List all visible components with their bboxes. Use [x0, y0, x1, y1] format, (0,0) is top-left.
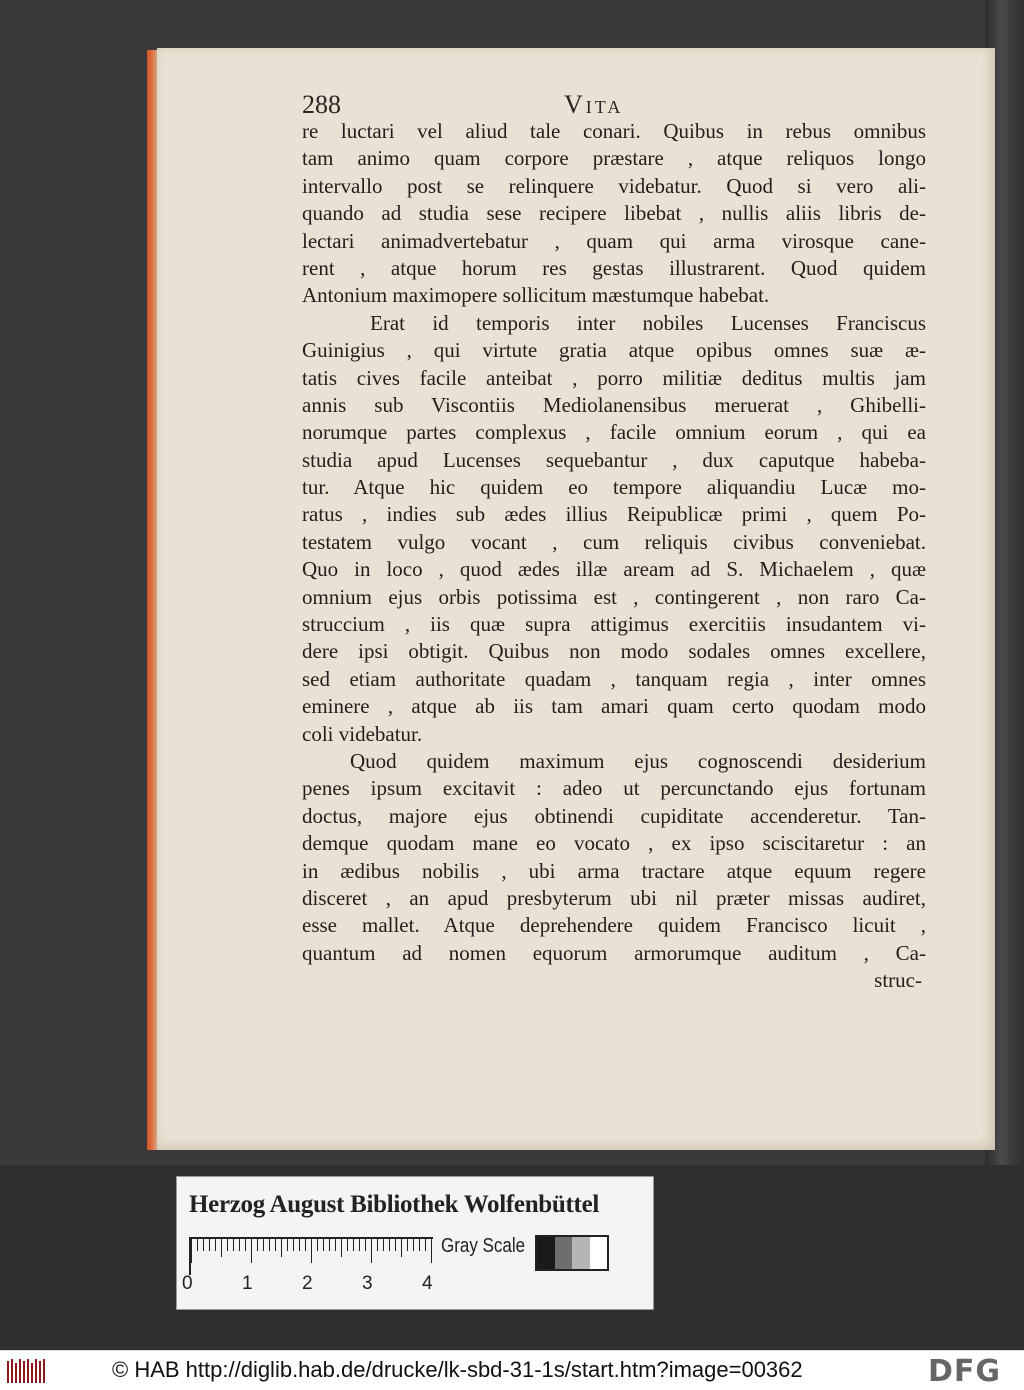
text-line: Erat id temporis inter nobiles Lucenses Franciscus [370, 310, 926, 335]
ruler-tick [215, 1239, 216, 1251]
ruler-tick [335, 1239, 336, 1251]
text-line: re luctari vel aliud tale conari. Quibus in rebus omnibus [302, 119, 926, 143]
ruler-tick [275, 1239, 276, 1251]
ruler-number: 0 [182, 1273, 193, 1294]
text-line: lectari animadvertebatur , quam qui arma virosque cane- [302, 228, 926, 253]
ruler-tick [341, 1239, 342, 1257]
text-line: disceret , an apud presbyterum ubi nil præter missas audiret, [302, 885, 926, 910]
ruler-tick [377, 1239, 378, 1251]
ruler-tick [431, 1239, 432, 1263]
ruler-tick [305, 1239, 306, 1251]
text-line: Quod quidem maximum ejus cognoscendi desiderium [350, 748, 926, 773]
ruler-tick [239, 1239, 240, 1251]
text-line: norumque partes complexus , facile omnium eorum , qui ea [302, 420, 926, 445]
ruler-tick [317, 1239, 318, 1251]
ruler-tick [353, 1239, 354, 1251]
ruler-tick [203, 1239, 204, 1251]
gray-scale-swatch [572, 1237, 590, 1269]
footer-bar [0, 1350, 1024, 1390]
ruler-tick [269, 1239, 270, 1251]
text-line: ratus , indies sub ædes illius Reipublicæ primi , quem Po- [302, 502, 926, 527]
ruler-scale [189, 1237, 433, 1275]
page-number: 288 [302, 90, 341, 119]
ruler-tick [395, 1239, 396, 1251]
ruler-tick [407, 1239, 408, 1251]
text-line: tatis cives facile anteibat , porro militiæ deditus multis jam [302, 365, 926, 390]
ruler-tick [299, 1239, 300, 1251]
text-line: annis sub Viscontiis Mediolanensibus meruerat , Ghibelli- [302, 392, 926, 417]
library-name: Herzog August Bibliothek Wolfenbüttel [189, 1191, 600, 1218]
text-line: Antonium maximopere sollicitum mæstumque habebat. [302, 283, 770, 308]
running-head: Vita [564, 90, 624, 119]
dfg-logo: DFG [928, 1354, 1002, 1389]
ruler-tick [359, 1239, 360, 1251]
text-line: doctus, majore ejus obtinendi cupiditate accenderetur. Tan- [302, 803, 926, 828]
ruler-tick [251, 1239, 252, 1263]
text-line: eminere , atque ab iis tam amari quam certo quodam modo [302, 694, 926, 719]
ruler-tick [245, 1239, 246, 1251]
ruler-tick [287, 1239, 288, 1251]
hab-logo-icon [6, 1357, 48, 1385]
ruler-tick [227, 1239, 228, 1251]
ruler-tick [329, 1239, 330, 1251]
ruler-tick [233, 1239, 234, 1251]
gray-scale-label: Gray Scale [441, 1235, 526, 1257]
gray-scale-bar [535, 1235, 609, 1271]
ruler-tick [419, 1239, 420, 1251]
ruler-tick [365, 1239, 366, 1251]
ruler-tick [347, 1239, 348, 1251]
text-line: quantum ad nomen equorum armorumque auditum , Ca- [302, 940, 926, 965]
ruler-tick [311, 1239, 312, 1263]
gray-scale-swatch [555, 1237, 573, 1269]
ruler-tick [413, 1239, 414, 1251]
text-line: tur. Atque hic quidem eo tempore aliquandiu Lucæ mo- [302, 475, 926, 500]
gray-scale-swatch [590, 1237, 608, 1269]
text-line: Guinigius , qui virtute gratia atque opibus omnes suæ æ- [302, 338, 926, 363]
ruler-tick [281, 1239, 282, 1257]
ruler-tick [293, 1239, 294, 1251]
ruler-tick [425, 1239, 426, 1251]
ruler-tick [389, 1239, 390, 1251]
ruler-tick [257, 1239, 258, 1251]
ruler-tick [191, 1239, 192, 1263]
text-line: studia apud Lucenses sequebantur , dux caputque habeba- [302, 447, 926, 472]
text-line: coli videbatur. [302, 721, 423, 746]
catchword: struc- [874, 968, 922, 993]
text-line: struccium , iis quæ supra attigimus exercitiis insudantem vi- [302, 612, 926, 637]
ruler-number: 2 [302, 1273, 313, 1294]
text-line: rent , atque horum res gestas illustrarent. Quod quidem [302, 255, 926, 280]
text-line: dere ipsi obtigit. Quibus non modo sodales omnes excellere, [302, 639, 926, 664]
ruler-tick [383, 1239, 384, 1251]
text-line: testatem vulgo vocant , cum reliquis civibus conveniebat. [302, 529, 926, 554]
ruler-tick [209, 1239, 210, 1251]
ruler-number: 4 [422, 1273, 433, 1294]
text-line: Quo in loco , quod ædes illæ aream ad S. Michaelem , quæ [302, 557, 926, 582]
text-line: penes ipsum excitavit : adeo ut percunctando ejus fortunam [302, 776, 926, 801]
text-line: tam animo quam corpore præstare , atque reliquos longo [302, 146, 926, 171]
text-line: intervallo post se relinquere videbatur. Quod si vero ali- [302, 173, 926, 198]
library-label-card [176, 1176, 654, 1310]
text-line: omnium ejus orbis potissima est , contingerent , non raro Ca- [302, 584, 926, 609]
ruler-tick [401, 1239, 402, 1257]
ruler-tick [371, 1239, 372, 1263]
ruler-tick [197, 1239, 198, 1251]
ruler-number: 1 [242, 1273, 253, 1294]
ruler-numbers [182, 1273, 442, 1297]
ruler-tick [221, 1239, 222, 1257]
ruler-tick [323, 1239, 324, 1251]
body-text [302, 118, 926, 995]
copyright-link[interactable]: © HAB http://diglib.hab.de/drucke/lk-sbd-31-1s/start.htm?image=00362 [112, 1357, 803, 1382]
ruler-number: 3 [362, 1273, 373, 1294]
text-line: quando ad studia sese recipere libebat , nullis aliis libris de- [302, 201, 926, 226]
text-line: demque quodam mane eo vocato , ex ipso sciscitaretur : an [302, 831, 926, 856]
text-line: in ædibus nobilis , ubi arma tractare atque equum regere [302, 858, 926, 883]
text-line: esse mallet. Atque deprehendere quidem Francisco licuit , [302, 913, 926, 938]
text-line: sed etiam authoritate quadam , tanquam regia , inter omnes [302, 666, 926, 691]
ruler-tick [263, 1239, 264, 1251]
gray-scale-swatch [537, 1237, 555, 1269]
